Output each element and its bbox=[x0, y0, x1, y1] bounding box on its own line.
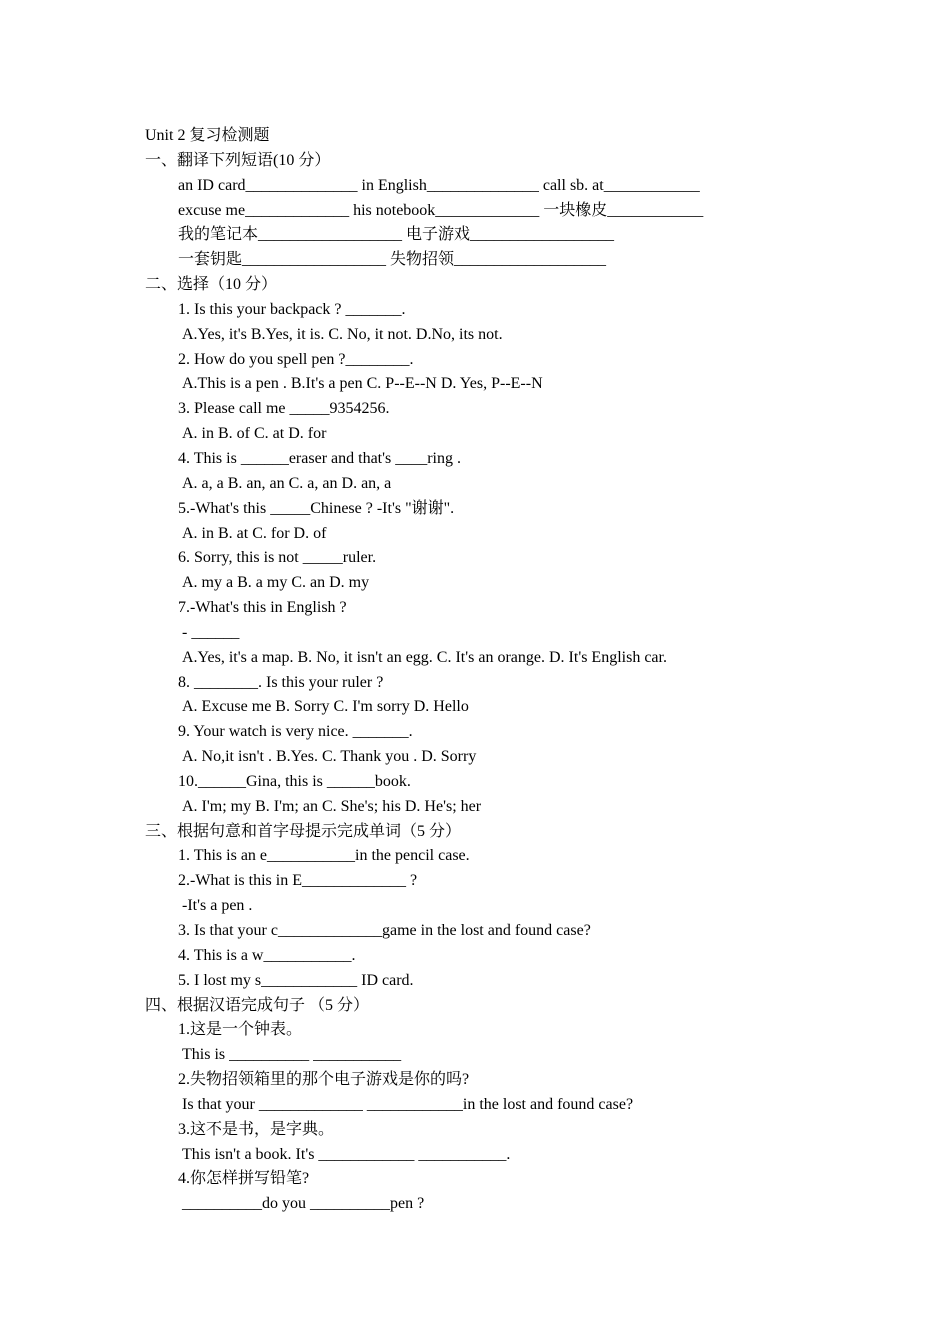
fill-item: 2.-What is this in E_____________ ? bbox=[178, 872, 418, 890]
question-options: A. Excuse me B. Sorry C. I'm sorry D. Hello bbox=[182, 698, 469, 716]
translation-answer: Is that your _____________ ____________in the lost and found case? bbox=[182, 1095, 634, 1113]
phrase-line: 我的笔记本__________________ 电子游戏__________________ bbox=[178, 226, 615, 244]
question-options: A.Yes, it's a map. B. No, it isn't an egg. C. It's an orange. D. It's English car. bbox=[182, 648, 667, 666]
question-text: 6. Sorry, this is not _____ruler. bbox=[178, 549, 377, 567]
question-options: A. my a B. a my C. an D. my bbox=[182, 574, 370, 592]
question-options: A. a, a B. an, an C. a, an D. an, a bbox=[182, 474, 392, 492]
fill-item: -It's a pen . bbox=[182, 897, 253, 915]
question-text: 10.______Gina, this is ______book. bbox=[178, 772, 411, 790]
question-options: A. in B. at C. for D. of bbox=[182, 524, 327, 542]
question-text: 3. Please call me _____9354256. bbox=[178, 400, 390, 418]
translation-prompt: 1.这是一个钟表。 bbox=[178, 1021, 303, 1039]
question-text: 4. This is ______eraser and that's ____ring . bbox=[178, 449, 461, 467]
translation-prompt: 4.你怎样拼写铅笔? bbox=[178, 1170, 310, 1188]
fill-item: 5. I lost my s____________ ID card. bbox=[178, 971, 414, 989]
question-text: 9. Your watch is very nice. _______. bbox=[178, 723, 413, 741]
document-content bbox=[145, 124, 865, 1217]
translation-answer: This is __________ ___________ bbox=[182, 1046, 402, 1064]
translation-prompt: 2.失物招领箱里的那个电子游戏是你的吗? bbox=[178, 1071, 470, 1089]
document-title: Unit 2 复习检测题 bbox=[145, 127, 270, 144]
phrase-line: 一套钥匙__________________ 失物招领___________________ bbox=[178, 251, 607, 269]
translation-answer: This isn't a book. It's ____________ ___________. bbox=[182, 1145, 511, 1163]
phrase-line: an ID card______________ in English______________ call sb. at____________ bbox=[178, 176, 700, 194]
question-options: A.Yes, it's B.Yes, it is. C. No, it not. D.No, its not. bbox=[182, 325, 503, 343]
phrase-line: excuse me_____________ his notebook_____________ 一块橡皮____________ bbox=[178, 201, 704, 219]
question-options: A.This is a pen . B.It's a pen C. P--E--N D. Yes, P--E--N bbox=[182, 375, 543, 393]
question-text: 2. How do you spell pen ?________. bbox=[178, 350, 414, 368]
question-options: A. I'm; my B. I'm; an C. She's; his D. He's; her bbox=[182, 797, 482, 815]
translation-prompt: 3.这不是书，是字典。 bbox=[178, 1120, 335, 1138]
section-4-heading: 四、根据汉语完成句子 （5 分） bbox=[145, 996, 370, 1014]
question-options: A. in B. of C. at D. for bbox=[182, 425, 327, 443]
section-3-heading: 三、根据句意和首字母提示完成单词（5 分） bbox=[145, 822, 462, 840]
fill-item: 1. This is an e___________in the pencil case. bbox=[178, 847, 470, 865]
fill-item: 4. This is a w___________. bbox=[178, 946, 356, 964]
question-options: A. No,it isn't . B.Yes. C. Thank you . D. Sorry bbox=[182, 748, 477, 766]
question-text: 1. Is this your backpack ? _______. bbox=[178, 300, 406, 318]
fill-item: 3. Is that your c_____________game in the lost and found case? bbox=[178, 922, 591, 939]
section-1-heading: 一、翻译下列短语(10 分） bbox=[145, 151, 331, 169]
question-answer-blank: - ______ bbox=[182, 623, 240, 641]
question-text: 7.-What's this in English ? bbox=[178, 599, 347, 617]
translation-answer: __________do you __________pen ? bbox=[182, 1195, 425, 1213]
section-2-heading: 二、选择（10 分） bbox=[145, 276, 278, 294]
question-text: 8. ________. Is this your ruler ? bbox=[178, 673, 384, 691]
question-text: 5.-What's this _____Chinese ? -It's "谢谢". bbox=[178, 499, 455, 517]
